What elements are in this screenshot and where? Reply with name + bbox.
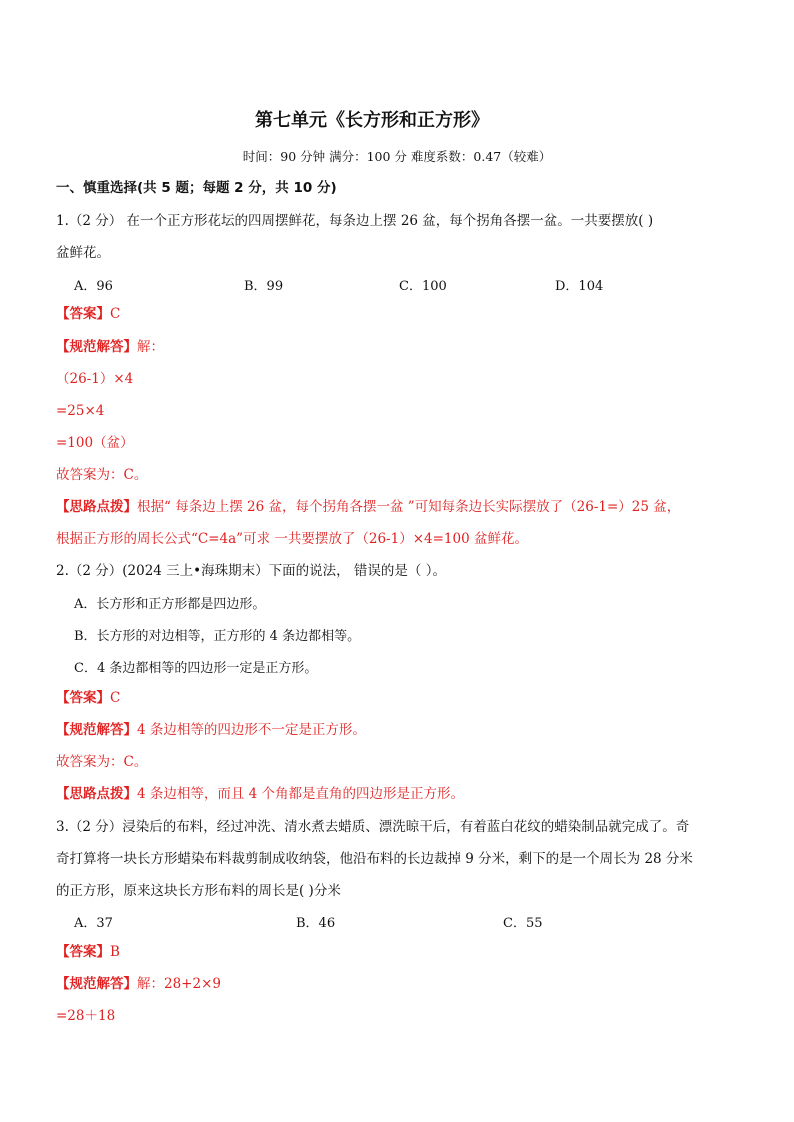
q1-hint-line2: 根据正方形的周长公式“C=4a”可求 一共要摆放了（26-1）×4=100 盆鲜花。 [56, 531, 528, 547]
q2-solution [56, 721, 366, 739]
q2-hint [56, 785, 464, 803]
q1-conclusion: 故答案为：C。 [56, 467, 148, 483]
q3-stem-line1: 3.（2 分）浸染后的布料，经过冲洗、清水煮去蜡质、漂洗晾干后，有着蓝白花纹的蜡染制品就完成了。奇 [56, 819, 690, 835]
answer-tag: 【答案】 [56, 944, 110, 960]
q3-option-a: A．37 [74, 916, 113, 931]
q3-option-b: B．46 [296, 916, 336, 931]
q2-stem: 2.（2 分）(2024 三上•海珠期末）下面的说法， 错误的是（ ）。 [56, 563, 446, 579]
q3-stem-line3: 的正方形，原来这块长方形布料的周长是( )分米 [56, 883, 341, 899]
q1-step-3: =100（盆） [56, 435, 134, 451]
q1-option-b: B．99 [244, 279, 284, 294]
page-title: 第七单元《长方形和正方形》 [255, 110, 489, 131]
hint-tag: 【思路点拨】 [56, 499, 137, 515]
exam-meta: 时间：90 分钟 满分：100 分 难度系数：0.47（较难） [242, 149, 552, 164]
solution-tag: 【规范解答】 [56, 976, 137, 992]
q1-stem-line2: 盆鲜花。 [56, 245, 110, 261]
solution-text: 解：28+2×9 [137, 976, 221, 992]
q1-option-a: A．96 [74, 279, 113, 294]
q1-option-d: D．104 [555, 279, 604, 294]
solution-tag: 【规范解答】 [56, 722, 137, 738]
answer-value: C [110, 306, 121, 322]
solution-head: 解： [137, 339, 164, 355]
q1-step-2: =25×4 [56, 403, 105, 419]
q1-solution [56, 338, 164, 356]
q3-option-c: C．55 [503, 916, 543, 931]
q2-answer [56, 689, 120, 707]
q2-option-b: B．长方形的对边相等，正方形的 4 条边都相等。 [74, 629, 361, 644]
q3-solution [56, 975, 221, 993]
q3-step-2: =28＋18 [56, 1008, 116, 1024]
section-heading: 一、慎重选择(共 5 题；每题 2 分，共 10 分) [56, 180, 337, 196]
solution-text: 4 条边相等的四边形不一定是正方形。 [137, 722, 366, 738]
q2-conclusion: 故答案为：C。 [56, 754, 148, 770]
q3-stem-line2: 奇打算将一块长方形蜡染布料裁剪制成收纳袋，他沿布料的长边裁掉 9 分米，剩下的是一个周长为 28 分米 [56, 851, 693, 867]
q2-option-a: A．长方形和正方形都是四边形。 [74, 597, 266, 612]
answer-tag: 【答案】 [56, 690, 110, 706]
q1-answer [56, 305, 120, 323]
q1-option-c: C．100 [399, 279, 447, 294]
hint-tag: 【思路点拨】 [56, 786, 137, 802]
hint-text: 根据“ 每条边上摆 26 盆，每个拐角各摆一盆 ”可知每条边长实际摆放了（26-1=）25 盆， [137, 499, 681, 515]
answer-value: B [110, 944, 120, 960]
hint-text: 4 条边相等，而且 4 个角都是直角的四边形是正方形。 [137, 786, 465, 802]
q3-answer [56, 943, 120, 961]
answer-value: C [110, 690, 121, 706]
q1-stem-line1: 1.（2 分） 在一个正方形花坛的四周摆鲜花，每条边上摆 26 盆，每个拐角各摆一盆。一共要摆放( ) [56, 213, 654, 229]
solution-tag: 【规范解答】 [56, 339, 137, 355]
answer-tag: 【答案】 [56, 306, 110, 322]
q1-hint-line1 [56, 498, 680, 516]
q2-option-c: C．4 条边都相等的四边形一定是正方形。 [74, 661, 318, 676]
q1-step-1: （26-1）×4 [56, 371, 134, 387]
